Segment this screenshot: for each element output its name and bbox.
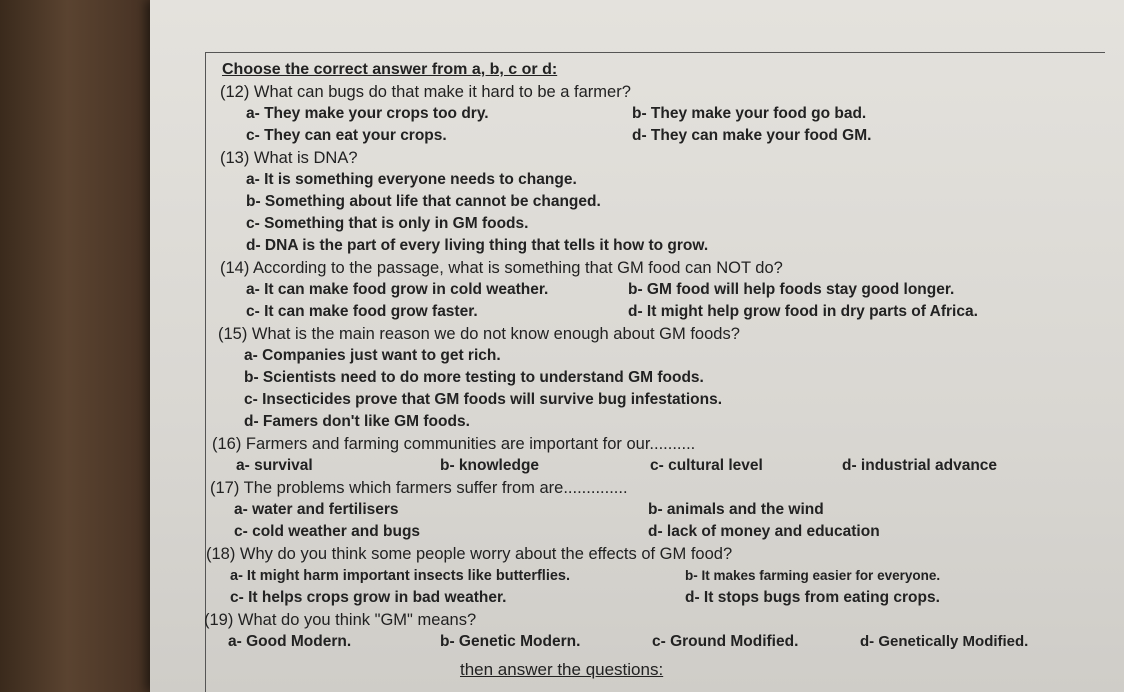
option-12c: c- They can eat your crops. [246,127,447,144]
option-18b: b- It makes farming easier for everyone. [685,568,941,583]
option-14c: c- It can make food grow faster. [246,303,478,320]
option-12d: d- They can make your food GM. [632,127,872,144]
question-14: (14) According to the passage, what is something that GM food can NOT do? [220,259,783,277]
instructions-heading: Choose the correct answer from a, b, c or d: [222,61,558,78]
option-17a: a- water and fertilisers [234,501,399,518]
option-13c: c- Something that is only in GM foods. [246,215,529,232]
option-13d: d- DNA is the part of every living thing that tells it how to grow. [246,237,709,254]
option-15b: b- Scientists need to do more testing to understand GM foods. [244,369,704,386]
question-18: (18) Why do you think some people worry about the effects of GM food? [206,545,733,563]
option-19a: a- Good Modern. [228,633,352,650]
option-12a: a- They make your crops too dry. [246,105,489,122]
question-12: (12) What can bugs do that make it hard to be a farmer? [220,83,631,101]
option-17d: d- lack of money and education [648,523,880,540]
option-13b: b- Something about life that cannot be changed. [246,193,601,210]
option-16a: a- survival [236,457,313,474]
question-17: (17) The problems which farmers suffer from are.............. [210,479,628,497]
question-13: (13) What is DNA? [220,149,358,167]
option-16b: b- knowledge [440,457,540,474]
option-19d: d- Genetically Modified. [860,633,1029,650]
option-17b: b- animals and the wind [648,501,824,518]
option-14d: d- It might help grow food in dry parts of Africa. [628,303,978,320]
option-18d: d- It stops bugs from eating crops. [685,589,940,606]
option-15a: a- Companies just want to get rich. [244,347,501,364]
option-18a: a- It might harm important insects like butterflies. [230,568,571,584]
option-14b: b- GM food will help foods stay good longer. [628,281,955,298]
option-18c: c- It helps crops grow in bad weather. [230,589,507,606]
question-15: (15) What is the main reason we do not know enough about GM foods? [218,325,740,343]
option-16c: c- cultural level [650,457,763,474]
option-19c: c- Ground Modified. [652,633,799,650]
question-16: (16) Farmers and farming communities are important for our.......... [212,435,696,453]
option-15d: d- Famers don't like GM foods. [244,413,470,430]
option-19b: b- Genetic Modern. [440,633,581,650]
option-17c: c- cold weather and bugs [234,523,421,540]
footer-instruction: then answer the questions: [460,660,664,679]
option-12b: b- They make your food go bad. [632,105,867,122]
option-16d: d- industrial advance [842,457,998,474]
option-15c: c- Insecticides prove that GM foods will survive bug infestations. [244,391,723,408]
option-14a: a- It can make food grow in cold weather. [246,281,549,298]
question-19: (19) What do you think "GM" means? [204,611,477,629]
option-13a: a- It is something everyone needs to change. [246,171,577,188]
